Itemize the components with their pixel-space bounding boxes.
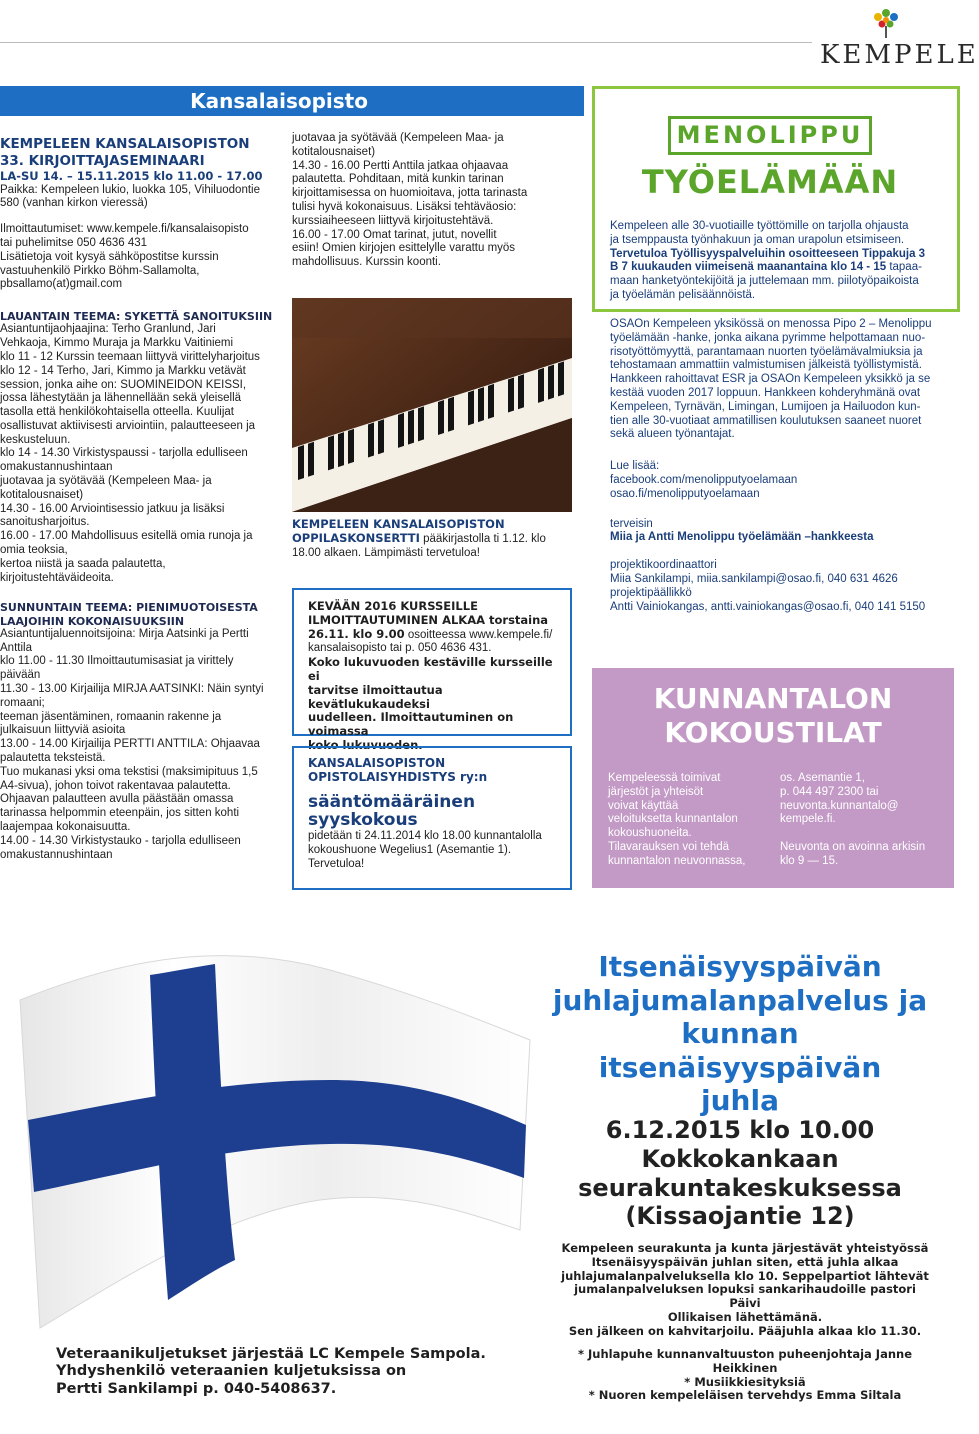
menolippu-title-2: TYÖELÄMÄÄN <box>641 163 899 201</box>
concert-heading-1: KEMPELEEN KANSALAISOPISTON <box>292 517 505 531</box>
program-line: 11.30 - 13.00 Kirjailija MIRJA AATSINKI: Näin syntyi <box>0 683 264 696</box>
info-line: p. 044 497 2300 tai <box>780 785 879 798</box>
concert-time: 18.00 alkaen. Lämpimästi tervetuloa! <box>292 546 480 559</box>
spring-phone: kansalaisopisto tai p. 050 4636 431. <box>308 642 492 655</box>
meeting-line-3: Tervetuloa! <box>308 857 365 870</box>
meeting-title-1: sääntömääräinen <box>308 791 476 812</box>
info-line: Kempeleessä toimivat <box>608 772 721 784</box>
seminar-heading-1: KEMPELEEN KANSALAISOPISTON <box>0 136 250 152</box>
spring-date: 26.11. klo 9.00 <box>308 626 405 641</box>
program-line: 16.00 - 17.00 Mahdollisuus esitellä omia runoja ja <box>0 530 253 543</box>
program-line: sanoitusharjoitus. <box>0 516 90 529</box>
facebook-link[interactable]: facebook.com/menolipputyoelamaan <box>610 473 798 486</box>
meno-line-1: Kempeleen alle 30-vuotiaille työttömille on tarjolla ohjausta <box>610 220 909 232</box>
program-line: esiin! Omien kirjojen esittelylle varattu myös <box>292 242 516 255</box>
program-line: kotitalousnaiset) <box>0 488 84 501</box>
section-banner: Kansalaisopisto <box>0 86 584 116</box>
program-line: julkaisuun liittyviä asioita <box>0 724 126 737</box>
piano-black-key <box>418 406 424 441</box>
program-line: Ohjaavan palautteen avulla päästään omassa <box>0 793 234 806</box>
concert-heading-2: OPPILASKONSERTTI <box>292 530 420 545</box>
piano-black-key <box>338 432 344 467</box>
meeting-title-2: syyskokous <box>308 810 418 831</box>
program-line: Vehkaoja, Kimmo Muraja ja Markku Vaitiniemi <box>0 337 234 350</box>
program-line: kurssiaiheeseen liittyvä kirjoitustehtävä. <box>292 214 494 227</box>
paragraph-line: risotyöttömyyttä, parantamaan nuorten työelämävalmiuksia ja <box>610 345 923 358</box>
independence-description <box>560 1242 930 1339</box>
program-line: palautetta teksteistä. <box>0 752 106 764</box>
piano-black-key <box>518 374 524 409</box>
desc-line: Sen jälkeen on kahvitarjoilu. Pääjuhla alkaa klo 11.30. <box>568 1323 922 1338</box>
info-line: veloituksetta kunnantalon <box>608 813 738 826</box>
piano-black-key <box>508 378 514 413</box>
spring-registration-box <box>292 588 572 752</box>
piano-black-key <box>298 445 304 480</box>
greeting: terveisin <box>610 517 653 530</box>
info-line-1: Lisätietoja voit kysyä sähköpostitse kurssin <box>0 250 219 263</box>
program-line: Tuo mukanasi yksi oma tekstisi (maksimipituus 1,5 <box>0 765 258 778</box>
association-heading-2: OPISTOLAISYHDISTYS ry:n <box>308 770 488 785</box>
title-line: Itsenäisyyspäivän <box>598 950 882 983</box>
meno-line-2: ja tsemppausta työnhakuun ja oman urapolun etsimiseen. <box>610 233 905 246</box>
program-item: * Juhlapuhe kunnanvaltuuston puheenjohtaja Janne Heikkinen <box>577 1347 913 1375</box>
contact-role-2: projektipäällikkö <box>610 586 692 599</box>
program-line: omakustannushintaan <box>0 848 113 861</box>
paragraph-line: kestää vuoden 2017 loppuun. Hankkeen kohderyhmänä ovat <box>610 386 921 399</box>
info-line: os. Asemantie 1, <box>780 772 866 784</box>
when-line: Kokkokankaan <box>641 1144 839 1173</box>
program-item: * Musiikkiesityksiä <box>684 1374 806 1389</box>
association-heading-1: KANSALAISOPISTON <box>308 756 446 770</box>
seminar-continued <box>292 132 572 270</box>
veteran-transport <box>0 1338 540 1404</box>
piano-black-key <box>368 423 374 458</box>
piano-black-key <box>558 361 564 396</box>
program-line: 13.00 - 14.00 Kirjailija PERTTI ANTTILA: Ohjaavaa <box>0 738 260 751</box>
paragraph-line: tien alle 30-vuotiaat ammatillisen koulutuksen saaneet nuoret <box>610 414 922 427</box>
contact-2: Antti Vainiokangas, antti.vainiokangas@osao.fi, 040 141 5150 <box>610 600 926 613</box>
independence-program <box>560 1348 930 1403</box>
paragraph-line: työelämään -hanke, jonka aikana pyrimme helpottamaan nuo- <box>610 331 926 344</box>
piano-black-key <box>348 429 354 464</box>
contact-role-1: projektikoordinaattori <box>610 559 717 572</box>
piano-black-key <box>408 410 414 445</box>
veteran-line: Yhdyshenkilö veteraanien kuljetuksissa on <box>56 1363 407 1380</box>
meno-line-5: maan hanketyöntekijöitä ja juttelemaan mm. piilotyöpaikoista <box>610 275 919 288</box>
program-line: 14.00 - 14.30 Virkistystauko - tarjolla edulliseen <box>0 834 241 847</box>
menolippu-title <box>658 116 882 155</box>
osao-paragraph <box>610 318 950 442</box>
info-line: kempele.fi. <box>780 813 836 826</box>
program-line: Asiantuntijaohjaajina: Terho Granlund, Jari <box>0 323 216 336</box>
saturday-heading: LAUANTAIN TEEMA: SYKETTÄ SANOITUKSIIN <box>0 310 273 324</box>
program-line: kotitalousnaiset) <box>292 145 376 158</box>
veteran-line: Veteraanikuljetukset järjestää LC Kempele Sampola. <box>56 1346 486 1362</box>
spring-line-1: KEVÄÄN 2016 KURSSEILLE <box>308 599 478 613</box>
paragraph-line: tehostamaan ammattiin valmistumisen jälkeistä työllistymistä. <box>610 359 922 372</box>
program-line: juotavaa ja syötävää (Kempeleen Maa- ja <box>0 475 212 488</box>
program-line: klo 12 - 14 Terho, Jari, Kimmo ja Markku vetävät <box>0 364 246 377</box>
registration-line-2: tai puhelimitse 050 4636 431 <box>0 236 148 249</box>
info-line: kokoushuoneita. <box>608 827 692 840</box>
logo-wordmark: KEMPELE <box>820 40 979 70</box>
piano-image <box>292 298 572 512</box>
greeting-signature: Miia ja Antti Menolippu työelämään –hankkeesta <box>610 531 874 544</box>
desc-line: Ollikaisen lähettämänä. <box>667 1309 823 1324</box>
paragraph-line: Hankkeen rahoittavat ESR ja OSAOn Kempeleen yksikkö ja se <box>610 373 931 386</box>
program-line: Anttila <box>0 641 32 654</box>
piano-black-key <box>438 400 444 435</box>
meeting-line-1: pidetään ti 24.11.2014 klo 18.00 kunnantalolla <box>308 830 542 843</box>
contact-1: Miia Sankilampi, miia.sankilampi@osao.fi, 040 631 4626 <box>610 572 898 585</box>
flag-icon <box>0 930 540 1330</box>
piano-black-key <box>328 435 334 470</box>
program-line: päivään <box>0 669 41 682</box>
meeting-line-2: kokoushuone Wegelius1 (Asemantie 1). <box>308 843 512 856</box>
info-line: neuvonta.kunnantalo@ <box>780 799 899 812</box>
piano-black-key <box>538 368 544 403</box>
program-line: osallistuvat aktiivisesti arviointiin, palautteeseen ja <box>0 419 256 432</box>
seminar-place-2: 580 (vanhan kirkon vieressä) <box>0 197 148 210</box>
seminar-place-1: Paikka: Kempeleen lukio, luokka 105, Vihiluodontie <box>0 183 260 196</box>
when-line: 6.12.2015 klo 10.00 <box>605 1116 875 1144</box>
program-line: 14.30 - 16.00 Pertti Anttila jatkaa ohjaavaa <box>292 159 509 172</box>
desc-line: Itsenäisyyspäivän juhlan siten, että juhla alkaa <box>591 1254 899 1269</box>
spring-line-5: Koko lukuvuoden kestäville kursseille ei <box>308 655 553 683</box>
program-line: juotavaa ja syötävää (Kempeleen Maa- ja <box>292 132 504 144</box>
program-line: klo 11 - 12 Kurssin teemaan liittyvä virittelyharjoitus <box>0 350 260 363</box>
meno-line-4b: tapaa- <box>886 261 922 274</box>
spring-line-7: uudelleen. Ilmoittautuminen on voimassa <box>308 710 514 739</box>
program-item: * Nuoren kempeleläisen tervehdys Emma Siltala <box>588 1388 902 1403</box>
program-line: romaani; <box>0 696 45 709</box>
info-line: klo 9 — 15. <box>780 854 839 867</box>
read-more-heading: Lue lisää: <box>610 460 660 473</box>
meeting-rooms-title <box>592 682 954 749</box>
desc-line: juhlajumalanpalveluksella klo 10. Seppelpartiot lähtevät <box>561 1268 929 1283</box>
when-line: seurakuntakeskuksessa <box>578 1173 902 1202</box>
menolippu-text <box>610 220 950 303</box>
info-line: voivat käyttää <box>608 799 679 812</box>
program-line: 14.30 - 16.00 Arviointisessio jatkuu ja lisäksi <box>0 502 225 515</box>
info-line: järjestöt ja yhteisöt <box>608 785 704 798</box>
desc-line: jumalanpalveluksen lopuksi sankarihaudoille pastori Päivi <box>574 1282 916 1311</box>
meno-line-3: Tervetuloa Työllisyyspalveluihin osoitteeseen Tippakuja 3 <box>610 247 926 260</box>
program-line: 16.00 - 17.00 Omat tarinat, jutut, novellit <box>292 228 497 241</box>
program-line: session, jonka aihe on: SUOMINEIDON KEISSI, <box>0 378 247 391</box>
program-line: omia teoksia, <box>0 544 68 557</box>
program-line: omakustannushintaan <box>0 461 113 474</box>
program-line: klo 11.00 - 11.30 Ilmoittautumisasiat ja virittely <box>0 655 234 668</box>
meno-line-6: ja työelämän pelisäännöistä. <box>610 288 756 301</box>
seminar-dates: LA-SU 14. – 15.11.2015 klo 11.00 - 17.00 <box>0 168 263 183</box>
sunday-heading-2: LAAJOIHIN KOKONAISUUKSIIN <box>0 614 185 628</box>
spring-line-8: koko lukuvuoden. <box>308 737 423 752</box>
program-line: laajempaa kokonaisuutta. <box>0 820 131 833</box>
piano-black-key <box>398 413 404 448</box>
piano-photo <box>292 298 572 512</box>
info-line <box>780 827 950 841</box>
piano-black-key <box>478 387 484 422</box>
veteran-line: Pertti Sankilampi p. 040-5408637. <box>56 1380 337 1397</box>
paragraph-line: OSAOn Kempeleen yksikössä on menossa Pipo 2 – Menolippu <box>610 318 932 330</box>
sunday-program <box>0 628 280 863</box>
program-line: palautetta. Pohditaan, mitä kunkin tarinan <box>292 173 504 186</box>
program-line: Asiantuntijaluennoitsijoina: Mirja Aatsinki ja Pertti <box>0 627 249 640</box>
meeting-rooms-right <box>780 772 950 869</box>
title-line: kunnan itsenäisyyspäivän <box>598 1017 882 1084</box>
concert-details: pääkirjastolla ti 1.12. klo <box>419 532 546 545</box>
program-line: kertoa niistä ja saada palautetta, <box>0 557 166 570</box>
when-line: (Kissaojantie 12) <box>625 1202 855 1231</box>
spring-url: osoitteessa www.kempele.fi/ <box>404 628 553 641</box>
piano-black-key <box>308 442 314 477</box>
program-line: A4-sivua), johon toivot rakentavaa palautetta. <box>0 779 231 792</box>
top-divider <box>0 42 812 43</box>
meno-line-4: B 7 kuukauden viimeisenä maanantaina klo 14 - 15 <box>610 261 887 274</box>
piano-black-key <box>468 390 474 425</box>
meeting-rooms-left <box>608 772 768 869</box>
spring-line-2: ILMOITTAUTUMINEN ALKAA torstaina <box>308 612 549 627</box>
sunday-heading-1: SUNNUNTAIN TEEMA: PIENIMUOTOISESTA <box>0 601 258 615</box>
info-line: Tilavarauksen voi tehdä <box>608 840 730 853</box>
program-line: tasolla että henkilökohtaisella otteella. Kuulijat <box>0 406 234 419</box>
program-line: tulisi hyvä kokonaisuus. Lisäksi tehtäväosio: <box>292 200 517 213</box>
info-line-3: pbsallamo(at)gmail.com <box>0 278 123 291</box>
website-link[interactable]: osao.fi/menolipputyoelamaan <box>610 487 760 500</box>
concert-notice <box>292 518 572 560</box>
program-line: teeman jäsentäminen, romaanin rakenne ja <box>0 710 222 723</box>
paragraph-line: sekä alueen työnantajat. <box>610 428 735 441</box>
tree-logo-icon <box>864 8 908 38</box>
paragraph-line: Kempeleen, Tyrnävän, Limingan, Lumijoen ja Hailuodon kun- <box>610 400 921 413</box>
program-line: keskusteluun. <box>0 433 71 446</box>
independence-title <box>540 950 940 1118</box>
registration-line-1: Ilmoittautumiset: www.kempele.fi/kansalaisopisto <box>0 223 249 236</box>
kempele-logo <box>820 6 979 70</box>
info-line-2: vastuuhenkilö Pirkko Böhm-Sallamolta, <box>0 264 200 277</box>
program-line: kirjoittamisessa on huomioitava, jotta tarinasta <box>292 187 528 200</box>
piano-black-key <box>448 397 454 432</box>
menolippu-title-1: MENOLIPPU <box>668 116 873 155</box>
meeting-rooms-title-2: KOKOUSTILAT <box>664 715 882 749</box>
meeting-rooms-title-1: KUNNANTALON <box>653 682 893 715</box>
title-line: juhla <box>701 1084 779 1118</box>
program-line: tarinassa helpommin eteenpäin, jos sitten kohti <box>0 807 240 820</box>
piano-black-key <box>378 419 384 454</box>
finnish-flag-image <box>0 930 540 1330</box>
program-line: mahdollisuus. Kurssin koonti. <box>292 256 441 269</box>
meeting-rooms-box <box>592 668 954 888</box>
osao-article <box>610 318 950 614</box>
seminar-article <box>0 136 280 862</box>
program-line: kirjoitustehtäväideoita. <box>0 571 114 584</box>
spring-line-6: tarvitse ilmoittautua kevätlukukaudeksi <box>308 682 443 711</box>
program-line: jossa lähestytään ja lähennellään sekä yleisellä <box>0 392 242 405</box>
info-line: kunnantalon neuvonnassa, <box>608 854 746 867</box>
desc-line: Kempeleen seurakunta ja kunta järjestävät yhteistyössä <box>561 1241 929 1255</box>
independence-when <box>540 1116 940 1231</box>
piano-black-key <box>488 384 494 419</box>
association-meeting-box <box>292 746 572 890</box>
title-line: juhlajumalanpalvelus ja <box>552 983 928 1017</box>
piano-black-key <box>548 365 554 400</box>
saturday-program <box>0 323 280 585</box>
program-line: klo 14 - 14.30 Virkistyspaussi - tarjolla edulliseen <box>0 447 248 460</box>
seminar-heading-2: 33. KIRJOITTAJASEMINAARI <box>0 152 205 169</box>
info-line: Neuvonta on avoinna arkisin <box>780 841 926 854</box>
